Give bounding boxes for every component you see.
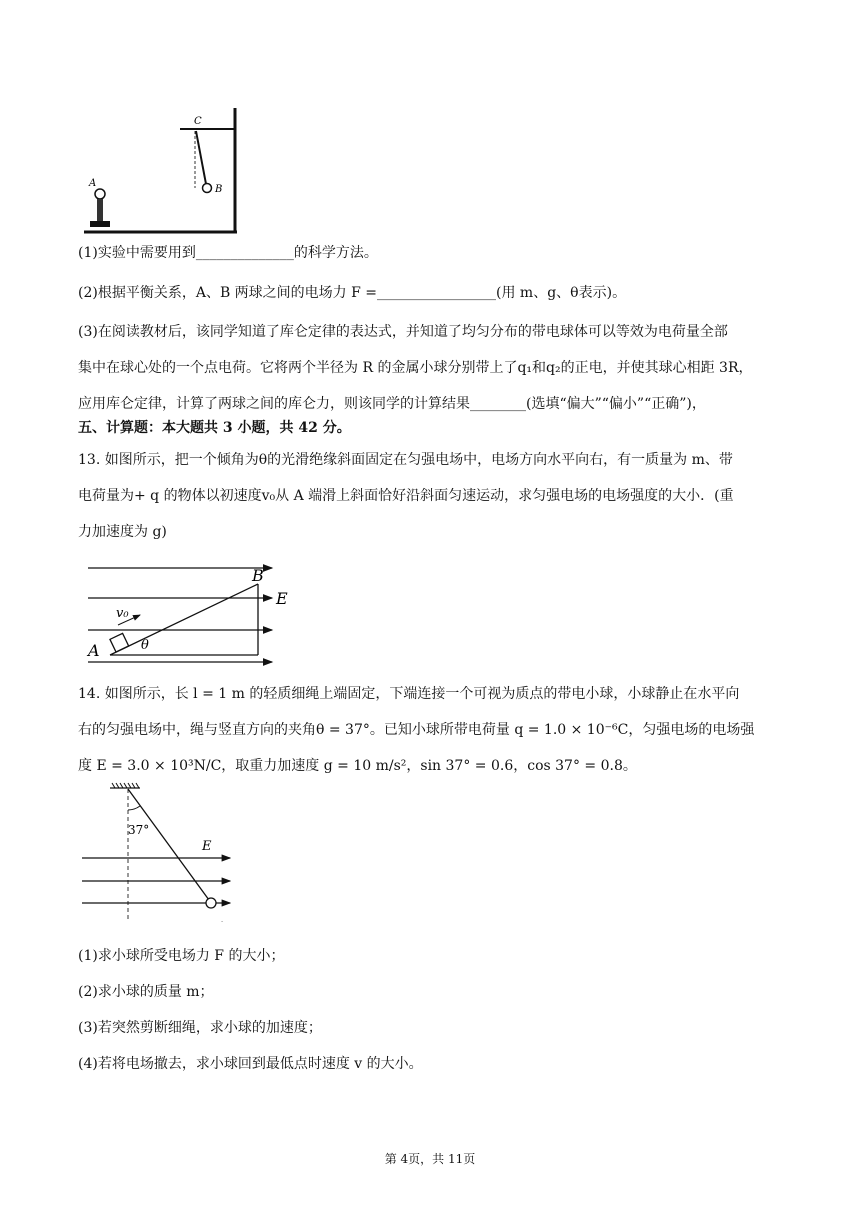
q14-sub4: (4)若将电场撤去，求小球回到最低点时速度 v 的大小。 bbox=[78, 1056, 423, 1072]
q13-line2: 电荷量为+ q 的物体以初速度v₀从 A 端滑上斜面恰好沿斜面匀速运动，求匀强电场的电场强度的大小．(重 bbox=[78, 488, 734, 504]
q14-line1: 14. 如图所示，长 l = 1 m 的轻质细绳上端固定，下端连接一个可视为质点的带电小球，小球静止在水平向 bbox=[78, 686, 740, 702]
label-e: E bbox=[276, 589, 288, 608]
label-v0: v₀ bbox=[116, 606, 129, 621]
q14-line2: 右的匀强电场中，绳与竖直方向的夹角θ = 37°。已知小球所带电荷量 q = 1.0 × 10⁻⁶C，匀强电场的电场强 bbox=[78, 722, 755, 738]
q12-part3-line2: 集中在球心处的一个点电荷。它将两个半径为 R 的金属小球分别带上了q₁和q₂的正电，并使其球心相距 3R， bbox=[78, 360, 753, 376]
figure-coulomb-apparatus bbox=[80, 102, 250, 238]
figure-pendulum bbox=[80, 782, 240, 922]
label-c: C bbox=[194, 116, 202, 127]
label-theta: θ bbox=[141, 638, 149, 653]
figure-incline bbox=[80, 560, 300, 668]
q13-line1: 13. 如图所示，把一个倾角为θ的光滑绝缘斜面固定在匀强电场中，电场方向水平向右，有一质量为 m、带 bbox=[78, 452, 733, 468]
label-a: A bbox=[88, 641, 100, 660]
label-e: E bbox=[202, 839, 212, 854]
q14-line3: 度 E = 3.0 × 10³N/C，取重力加速度 g = 10 m/s²，sin 37° = 0.6，cos 37° = 0.8。 bbox=[78, 758, 637, 774]
section-heading: 五、计算题：本大题共 3 小题，共 42 分。 bbox=[78, 420, 351, 436]
label-b: B bbox=[252, 566, 264, 585]
label-b: B bbox=[215, 184, 223, 195]
q14-sub3: (3)若突然剪断细绳，求小球的加速度； bbox=[78, 1020, 322, 1036]
q12-part1: (1)实验中需要用到______________的科学方法。 bbox=[78, 245, 378, 261]
q12-part3-line1: (3)在阅读教材后，该同学知道了库仑定律的表达式，并知道了均匀分布的带电球体可以等效为电荷量全部 bbox=[78, 324, 728, 340]
label-a: A bbox=[89, 178, 97, 189]
q12-part2: (2)根据平衡关系，A、B 两球之间的电场力 F =_________________(用 m、g、θ表示)。 bbox=[78, 285, 627, 301]
q12-part3-line3: 应用库仑定律，计算了两球之间的库仑力，则该同学的计算结果________(选填“偏大”“偏小”“正确”)， bbox=[78, 396, 706, 412]
label-angle: 37° bbox=[128, 823, 150, 837]
q14-sub2: (2)求小球的质量 m； bbox=[78, 984, 214, 1000]
q14-sub1: (1)求小球所受电场力 F 的大小； bbox=[78, 948, 285, 964]
page-footer: 第 4页，共 11页 bbox=[384, 1152, 476, 1166]
q13-line3: 力加速度为 g) bbox=[78, 524, 167, 540]
